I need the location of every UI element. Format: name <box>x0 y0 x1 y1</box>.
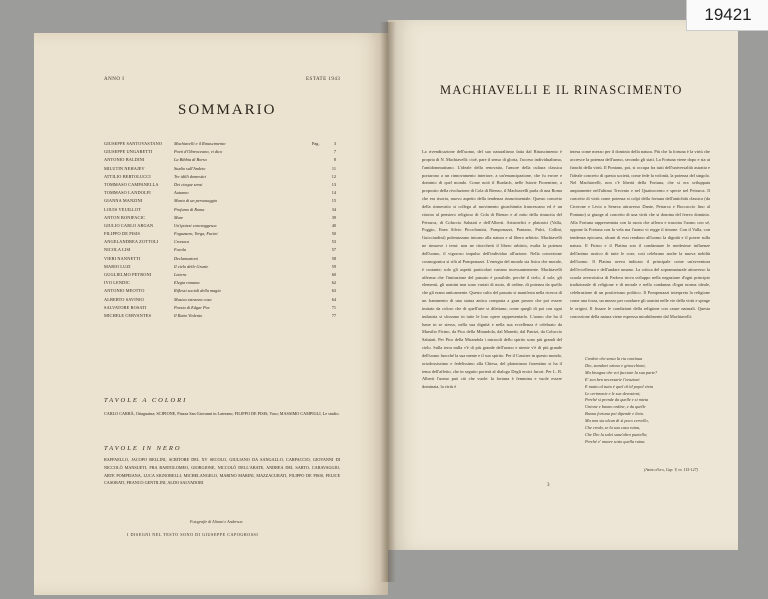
toc-page-label <box>312 271 326 279</box>
table-of-contents <box>104 140 336 320</box>
toc-row <box>104 230 336 238</box>
poem-line: Perché e' muore sotto quella ruina. <box>585 438 646 444</box>
toc-title: Autunno <box>174 190 189 196</box>
toc-page-label <box>312 279 326 287</box>
poem-line: E matto al tutto è quel ch'al popol vieta <box>585 383 653 389</box>
toc-page-label <box>312 165 326 173</box>
issue-year: ANNO I <box>104 77 125 82</box>
toc-author: NICOLA LISI <box>104 247 131 253</box>
toc-author: IVO LENDIC <box>104 280 130 286</box>
toc-title: Lettera <box>174 272 187 277</box>
toc-title: Musica estranea cosa <box>174 296 212 302</box>
toc-title: Il Ratto Violento <box>174 312 203 318</box>
catalog-sticker: 19421 <box>686 0 768 31</box>
toc-row <box>104 148 336 156</box>
poem-source: (Asino d'oro, Cap. V, vv. 115-127) <box>644 467 698 472</box>
toc-title: Declamazioni <box>174 255 198 261</box>
toc-title: Studio sull'Amleto <box>174 165 206 171</box>
poem-line: Perché si prende da quelle e si mieta <box>585 397 649 403</box>
poem-quote <box>585 356 713 446</box>
toc-title: Profumo di Roma <box>174 206 205 212</box>
toc-row <box>104 246 336 254</box>
poem-line: Ma non sia alcun di sì poco cervello, <box>585 418 649 424</box>
toc-page-number: 60 <box>331 272 336 277</box>
toc-page-number: 71 <box>331 304 336 310</box>
toc-author: GUGLIELMO PETRONI <box>104 272 152 277</box>
poem-line: Che Dio la salvi sanz'altro puntello; <box>585 431 648 437</box>
toc-row <box>104 255 336 263</box>
issue-season: ESTATE 1943 <box>306 77 341 82</box>
poem-line: Unione e buono ordine, e da quelle <box>585 404 646 410</box>
toc-page-number: 39 <box>331 214 336 220</box>
toc-title: Machiavelli e il Rinascimento <box>174 141 226 146</box>
toc-row <box>104 189 336 197</box>
toc-page-number: 7 <box>333 149 336 155</box>
article-column-1: La rivendicazione dell'uomo, del suo naturalismo fatta dal Rinascimento è propria di N. Machiavelli: cioè, pare il senso di gloria, l'acceso individualismo, l'antidommatismo. L'ideale della renovatio, l'amore della cultura classica portarono a un rinnovamento interiore, a un'emancipazione, che fu errore e dominio di quel mondo. Come notò il Burdach, nelle Istorie Fiorentine, a proposito della rivoluzione di Cola di Rienzo, il Machiavelli parla di una Roma che era risorta, nuovo aspetto della tendenza rinascimentale. Questo concetto della rinnovatio si collega al movimento gioachimita francescano ed è un ritorno al pensiero religioso di Cola di Rienzo e al mito della rinascita del Petrarca, di Coluccio Salutati e dell'Alberti. Aristotelici e platonici (Valla, Poggio, Enea Silvio Piccolomini, Pomponazzi, Pontano, Pulci, Collini, Guicciardini) polemizzano intorno alla natura e al libero arbitrio. Machiavelli ne rimuove i temi: non ne ritoccherà il libero arbitrio, esalta la potenza dell'uomo, il vigoroso impulso dell'individuo all'azione. Nella concezione cosmogonica si rifà al Pomponazzi. L'energia del mondo sia fisica che morale, è costante; solo gli aspetti particolari variano incessantemente. Machiavelli afferma che l'imitazione del passato è possibile, perché il cielo, il sole, gli elementi, gli uomini non sono variati di moto, di ordine, di potenza da quello che gli erano anticamente. Questo culto del passato si manifesta nella ricerca di un frammento di una statua antica comprata a gran prezzo che poi essere imitato da coloro che di quell'arte si dilettano; come quegli di poi con ogni industria si sforzano in tutte le loro opere rappresentarlo. L'uomo che ha il lume in se stesso, nella sua dignità e nella sua eccellenza è celebrato da Marsilio Ficino, da Pico della Mirandola, dal Manetti, dal Patrizi, da Coluccio Salutati. Per Pico della Mirandola i miracoli dello spirito sono più grandi del cielo. Sulla terra nulla v'è di più grande dell'uomo e niente v'è di più grande dell'uomo fuorché la sua mente e il suo spirito. Per il Cassirer in questo mondo, ortodossissimo e fedelissimo alla Chiesa, del platonismo fiorentino si ha il tema dell'affetto, che in seguito porterà al dialogo Degli eroici furori. Per L. B. Alberti l'uomo può ciò che vuole: la fortuna è femmina e vuole essere dominata, la virtù è <box>422 149 562 390</box>
toc-row <box>104 238 336 246</box>
toc-row <box>104 173 336 181</box>
toc-title: Favola <box>174 247 187 253</box>
contents-title: SOMMARIO <box>178 102 277 118</box>
toc-author: GIULIO CARLO ARGAN <box>104 222 154 228</box>
toc-page-number: 63 <box>331 288 336 294</box>
toc-page-number: 77 <box>331 312 336 318</box>
toc-author: MILUTIN NEHAJEV <box>104 165 145 171</box>
toc-row <box>104 279 336 287</box>
toc-row <box>104 287 336 295</box>
toc-title: Poesia di Edgar Poe <box>174 304 210 310</box>
toc-page-label: Pag. <box>312 141 320 146</box>
toc-page-number: 8 <box>333 157 336 163</box>
toc-page-label <box>312 214 326 222</box>
toc-author: ANTONIO BALDINI <box>104 157 145 163</box>
toc-page-number: 57 <box>331 247 336 253</box>
toc-row <box>104 140 336 148</box>
toc-row <box>104 206 336 214</box>
toc-page-label <box>312 238 326 246</box>
toc-title: Cronaca <box>174 239 189 245</box>
toc-page-number: 12 <box>331 173 336 179</box>
toc-row <box>104 214 336 222</box>
toc-title: Elegia romana <box>174 280 200 286</box>
toc-page-label <box>312 181 326 189</box>
toc-page-label <box>312 304 326 312</box>
toc-page-label <box>312 255 326 263</box>
toc-title: Poeti d'Oltreoceano, vi dico <box>174 149 223 155</box>
toc-author: ANTONIO MEOTTO <box>104 288 145 294</box>
poem-line: Che creda, se la sua casa ruina, <box>585 425 641 431</box>
toc-page-number: 53 <box>331 239 336 245</box>
poem-line: Le cerimonie e le sue devozioni; <box>585 390 641 396</box>
toc-author: GIUSEPPE SANTOVASTANO <box>104 141 163 146</box>
poem-line: Dio, standovi ozioso e ginocchioni, <box>585 362 646 368</box>
toc-author: GIANNA MANZINI <box>104 198 143 204</box>
page-number: 3 <box>547 483 550 488</box>
bw-plates-list: RAFFAELLO, JACOPO BELLINI, SCRITORE DEL XV SECOLO, GIULIANO DA SANGALLO, CARPACCIO, GIOVANNI DI NICCOLÒ MANSUETI, FRA BARTOLOMEO, GIORGIONE, NICCOLÒ DELL'ABATE, ANDREA DEL SARTO, CARAVAGGIO, ARTE POMPEIANA, LUCA SIGNORELLI, MICHELANGELO, MARINO MARINI, MAZZACURATI, FILIPPO DE PISIS, FELICE CASORATI, FRANCO GENTILINI, ALDO SALVADORI <box>104 457 340 486</box>
toc-author: ALBERTO SAVINIO <box>104 296 144 302</box>
toc-row <box>104 296 336 304</box>
poem-line: E' son ben necessarie l'orazioni <box>585 376 640 382</box>
toc-author: ANGELANDREA ZOTTOLI <box>104 239 159 245</box>
toc-author: GIUSEPPE UNGARETTI <box>104 149 153 155</box>
toc-page-number: 58 <box>331 255 336 261</box>
toc-page-number: 13 <box>331 181 336 187</box>
toc-row <box>104 271 336 279</box>
toc-page-number: 11 <box>331 165 336 171</box>
toc-row <box>104 197 336 205</box>
toc-page-number: 14 <box>331 190 336 196</box>
toc-author: ATTILIO BERTOLUCCI <box>104 173 151 179</box>
toc-author: LOUIS VEUILLOT <box>104 206 141 212</box>
toc-row <box>104 165 336 173</box>
toc-title: La Bibbia di Borso <box>174 157 207 163</box>
toc-page-label <box>312 206 326 214</box>
toc-author: VIERI NANNETTI <box>104 255 141 261</box>
toc-page-number: 15 <box>331 198 336 204</box>
bw-plates-title: TAVOLE IN NERO <box>104 445 182 452</box>
toc-page-number: 3 <box>333 141 336 146</box>
toc-author: ANTON BONIFACIC <box>104 214 146 220</box>
toc-page-label <box>312 230 326 238</box>
toc-page-label <box>312 263 326 271</box>
toc-page-label <box>312 287 326 295</box>
drawings-credit: I DISEGNI NEL TESTO SONO DI GIUSEPPE CAPOGROSSI <box>127 532 259 537</box>
toc-row <box>104 304 336 312</box>
book-spine-shadow <box>380 22 396 582</box>
toc-row <box>104 312 336 320</box>
toc-row <box>104 181 336 189</box>
toc-page-label <box>312 197 326 205</box>
article-title: MACHIAVELLI E IL RINASCIMENTO <box>440 83 683 97</box>
toc-page-label <box>312 156 326 164</box>
toc-page-label <box>312 312 326 320</box>
poem-line: Ma bisogna che voi facciate la sua parte? <box>585 369 658 375</box>
toc-page-number: 64 <box>331 296 336 302</box>
photo-credits: Fotografie di Alinari e Anderson <box>190 519 243 524</box>
toc-page-label <box>312 296 326 304</box>
toc-title: Marta di un personaggio <box>174 198 218 204</box>
toc-title: Mare <box>174 214 184 220</box>
toc-page-number: 50 <box>331 231 336 237</box>
toc-author: FILIPPO DE PISIS <box>104 231 141 237</box>
toc-title: Tre idilli domestici <box>174 173 207 179</box>
toc-title: Riflessi sociali della magia <box>174 288 221 294</box>
toc-author: TOMMASO LANDOLFI <box>104 190 151 196</box>
color-plates-title: TAVOLE A COLORI <box>104 397 188 404</box>
toc-page-number: 62 <box>331 280 336 286</box>
toc-author: MICHELE CERVANTES <box>104 312 152 318</box>
toc-page-label <box>312 222 326 230</box>
toc-page-number: 59 <box>331 263 336 269</box>
poem-line: Credete che senta la ria continua <box>585 356 643 361</box>
toc-title: Dei cinque sensi <box>174 181 203 187</box>
toc-row <box>104 263 336 271</box>
toc-row <box>104 222 336 230</box>
toc-title: Il cielo delle Grazie <box>174 263 209 269</box>
toc-title: Un'ipotesi caravaggesca <box>174 222 217 228</box>
toc-author: MARIO LUZI <box>104 263 131 269</box>
article-column-2: intesa come mezzo per il dominio della natura. Più che la fortuna è la virtù che accresce la potenza dell'uomo, secondo gli stati. La Fortuna viene dopo e sta ai fianchi della virtù. Il Pontano, poi, si occupa fra tutti dell'universalità astratta e l'ideale concreto di questa società, come fede la volontà, la potenza del singolo. Nel Machiavelli, non c'è libertà della Fortuna, che si era sviluppata ampiamente nell'ultimo Trecento e nel Quattrocento e specie nel Petrarca. Il concetto di virtù come potenza si colpì della fortuna dell'antichità classica (da Cicerone e Livio a Seneca attraverso Dante, Petrarca e Boccaccio fino al Pontano) si giunge al concetto di una virtù che si domina del ferreo dominio. Alla Fortuna rappresentata con la ruota che afferra e trascina l'uomo con sé, oppone la Fortuna con la vela ma l'uomo vi regge il timone. Con il Valla, con tendenza epicurea, alcuni di essi rendono all'uomo la dignità e il potere sulla natura. Il Ficino e il Platina son il condannare le medesime influenze dell'animo rustico di tutte le cose, così celebrano anche la nuova nobiltà dell'uomo. Il Platina aveva indicato il principale come un'avventura dell'eccellenza e dell'andare umano. La critica del soprannaturale attraverso la scuola averroistica di Padova trova sviluppo nella negazione d'ogni principio tradizionale di religione e di morale e nella condanna d'ogni norma ideale, celebrazione di un positivismo politico. Il Pomponazzi interpreta la religione come una forza, un mezzo per condurre gli uomini nelle vie della virtù e spinge le origini. Il fissare le condizioni della religione con cause naturali. Questa concezione della natura viene espressa mirabilmente dal Machiavelli: <box>570 149 710 319</box>
toc-row <box>104 156 336 164</box>
toc-page-label <box>312 148 326 156</box>
toc-page-number: 34 <box>331 206 336 212</box>
poem-line: Buona fortuna poi dipende e lieta. <box>585 411 644 417</box>
toc-page-label <box>312 173 326 181</box>
toc-page-number: 40 <box>331 222 336 228</box>
toc-author: TOMMASO CAMPANELLA <box>104 181 159 187</box>
color-plates-list: CARLO CARRÀ, Ottaguaina; SCIPIONE, Piazza San Giovanni in Laterano; FILIPPO DE PISIS, Vaso; MASSIMO CAMPIGLI, Le studio. <box>104 411 340 416</box>
toc-page-label <box>312 246 326 254</box>
toc-author: SALVATORE ROSATI <box>104 304 147 310</box>
toc-page-label <box>312 189 326 197</box>
toc-title: Fogazzaro, Verga, Fucini <box>174 231 218 237</box>
